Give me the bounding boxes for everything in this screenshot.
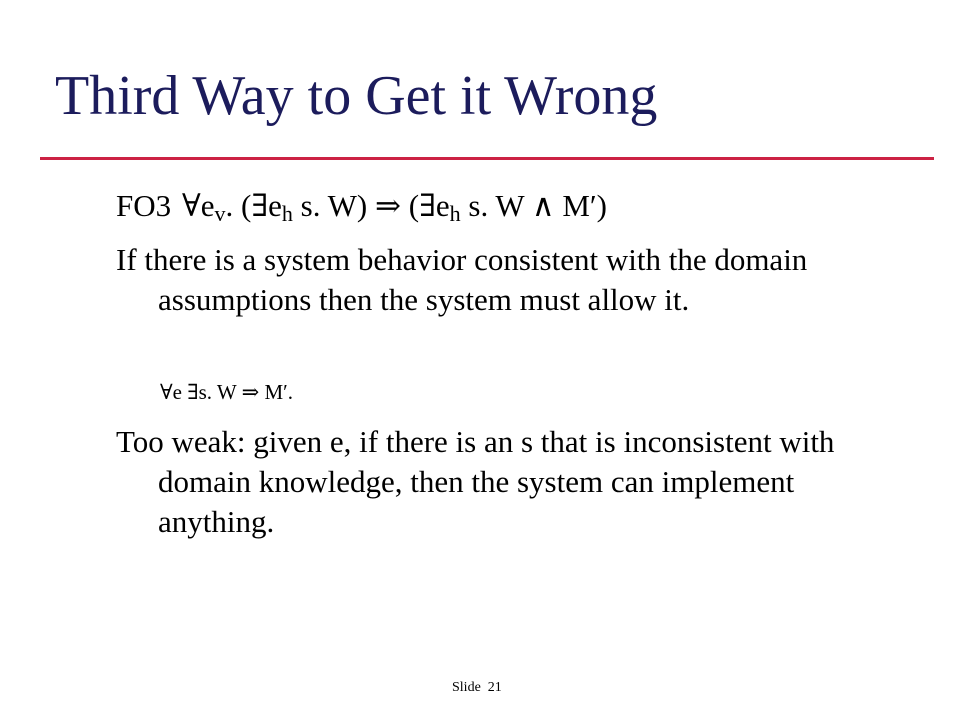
subscript-h: h — [449, 201, 461, 226]
slide-title: Third Way to Get it Wrong — [55, 65, 658, 127]
slide-number — [452, 680, 502, 696]
slide-number-value: 21 — [487, 680, 502, 695]
exists-symbol: ∃ — [251, 188, 269, 223]
formula-part: ( — [400, 188, 420, 223]
exists-symbol: ∃ — [419, 188, 436, 223]
formula-part: s. W) — [292, 188, 375, 223]
var-e: e — [200, 188, 215, 223]
var-e: e — [435, 188, 450, 223]
slide-label: Slide — [452, 680, 481, 695]
var-e: e — [268, 188, 282, 223]
sub-formula: ∀e ∃s. W ⇒ M′. — [160, 380, 293, 404]
formula-fo3 — [116, 187, 607, 224]
paragraph-consistency: If there is a system behavior consistent with the domain assumptions then the system must allow it. — [116, 242, 808, 317]
formula-part: s. W — [460, 188, 532, 223]
formula-part: . ( — [225, 188, 252, 223]
subscript-v: v — [214, 201, 226, 226]
forall-symbol: ∀ — [182, 188, 201, 223]
subscript-h: h — [281, 201, 293, 226]
implies-symbol: ⇒ — [375, 188, 401, 223]
and-symbol: ∧ — [531, 188, 555, 223]
formula-part: M′) — [554, 188, 607, 223]
paragraph-too-weak: Too weak: given e, if there is an s that is inconsistent with domain knowledge, then the system can implement anything. — [116, 424, 835, 539]
formula-label: FO3 — [116, 188, 172, 223]
title-divider — [40, 157, 934, 160]
